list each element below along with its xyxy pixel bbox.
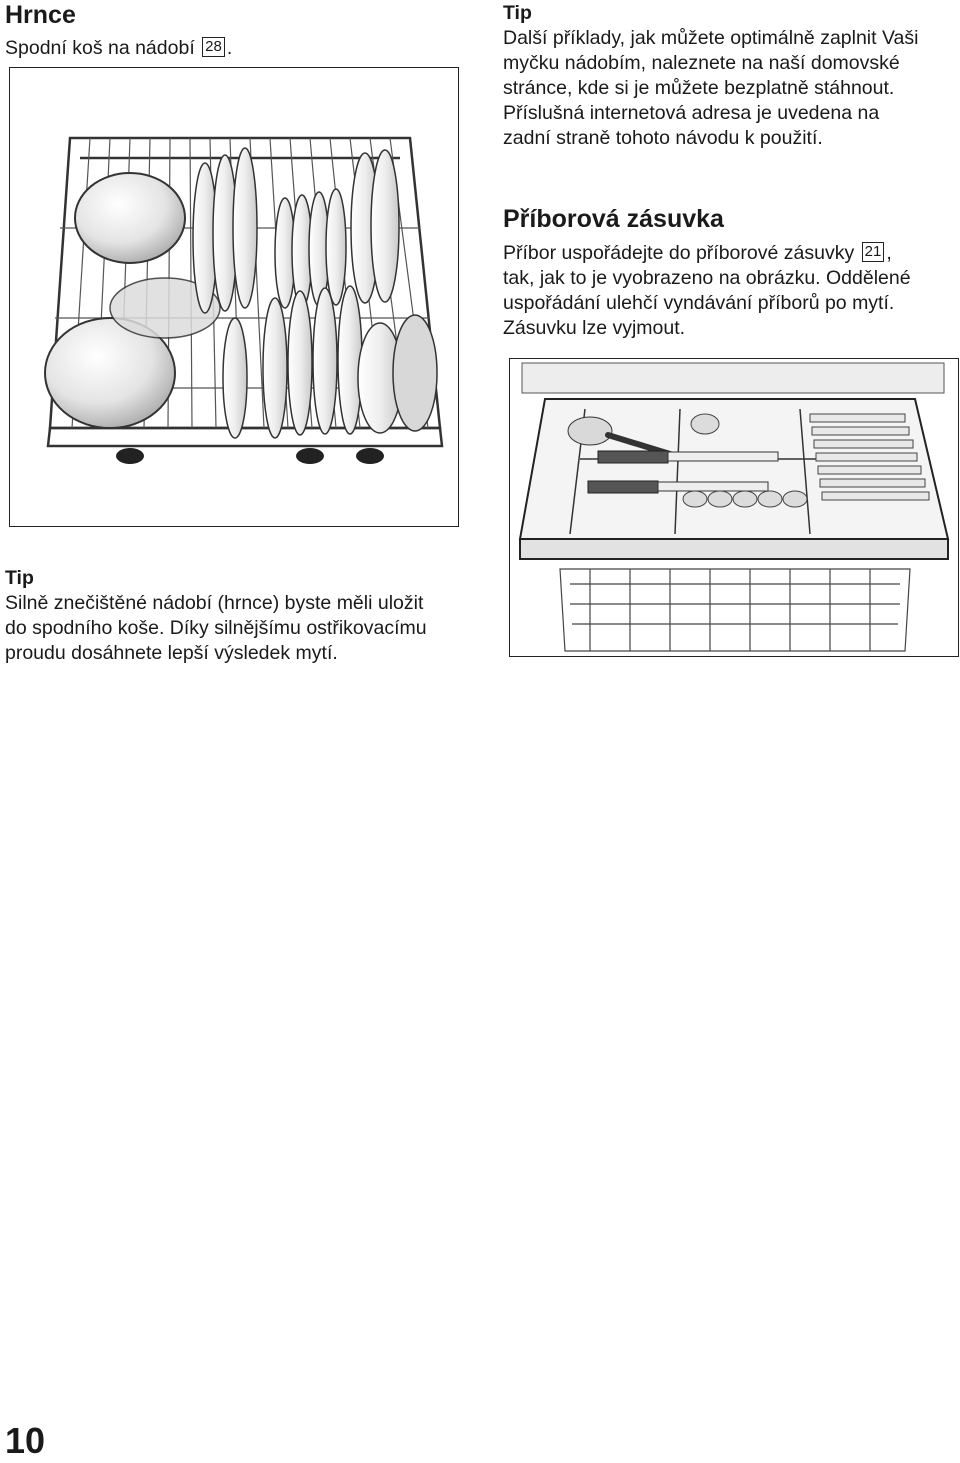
tip-paragraph-right [503,26,958,151]
tip-right-line: Další příklady, jak můžete optimálně zaplnit Vaši [503,27,919,49]
section-line: tak, jak to je vyobrazeno na obrázku. Oddělené [503,267,911,289]
tip-right-line: Příslušná internetová adresa je uvedena na [503,102,880,124]
section-heading-hrnce: Hrnce [5,1,76,29]
cutlery-drawer-illustration [510,359,958,656]
lower-basket-illustration [10,68,458,526]
tip-label-left: Tip [5,567,34,589]
tip-left-line: proudu dosáhnete lepší výsledek mytí. [5,642,338,664]
figure-cutlery-drawer [509,358,959,657]
page-number: 10 [5,1420,46,1461]
ref-number-21: 21 [862,242,885,262]
basket-wheels [116,448,384,464]
tip-paragraph-left [5,591,475,666]
bowl-top [75,173,185,263]
section-line: Zásuvku lze vyjmout. [503,317,686,339]
ref-number-28: 28 [202,37,225,57]
section-line1-text: Příbor uspořádejte do příborové zásuvky [503,242,855,264]
plates-top [193,148,399,313]
tip-label-right: Tip [503,2,532,24]
tip-right-line: zadní straně tohoto návodu k použití. [503,127,823,149]
ladle [568,417,612,445]
section-line [503,241,958,266]
basket-below [560,569,910,651]
tip-right-line: stránce, kde si je můžete bezplatně stáhnout. [503,77,895,99]
section-heading-priborova-zasuvka: Příborová zásuvka [503,205,724,233]
plates-bottom [223,286,437,438]
section-paragraph [503,241,958,341]
tip-left-line: do spodního koše. Díky silnějšímu ostřikovacímu [5,617,427,639]
intro-text: Spodní koš na nádobí [5,37,195,59]
tip-left-line: Silně znečištěné nádobí (hrnce) byste měli uložit [5,592,424,614]
tip-right-line: myčku nádobím, naleznete na naší domovské [503,52,900,74]
section-line: uspořádání ulehčí vyndávání příborů po mytí. [503,292,895,314]
intro-period: . [226,37,233,59]
figure-lower-basket [9,67,459,527]
intro-paragraph [5,36,232,61]
section-line1-comma: , [886,242,892,264]
